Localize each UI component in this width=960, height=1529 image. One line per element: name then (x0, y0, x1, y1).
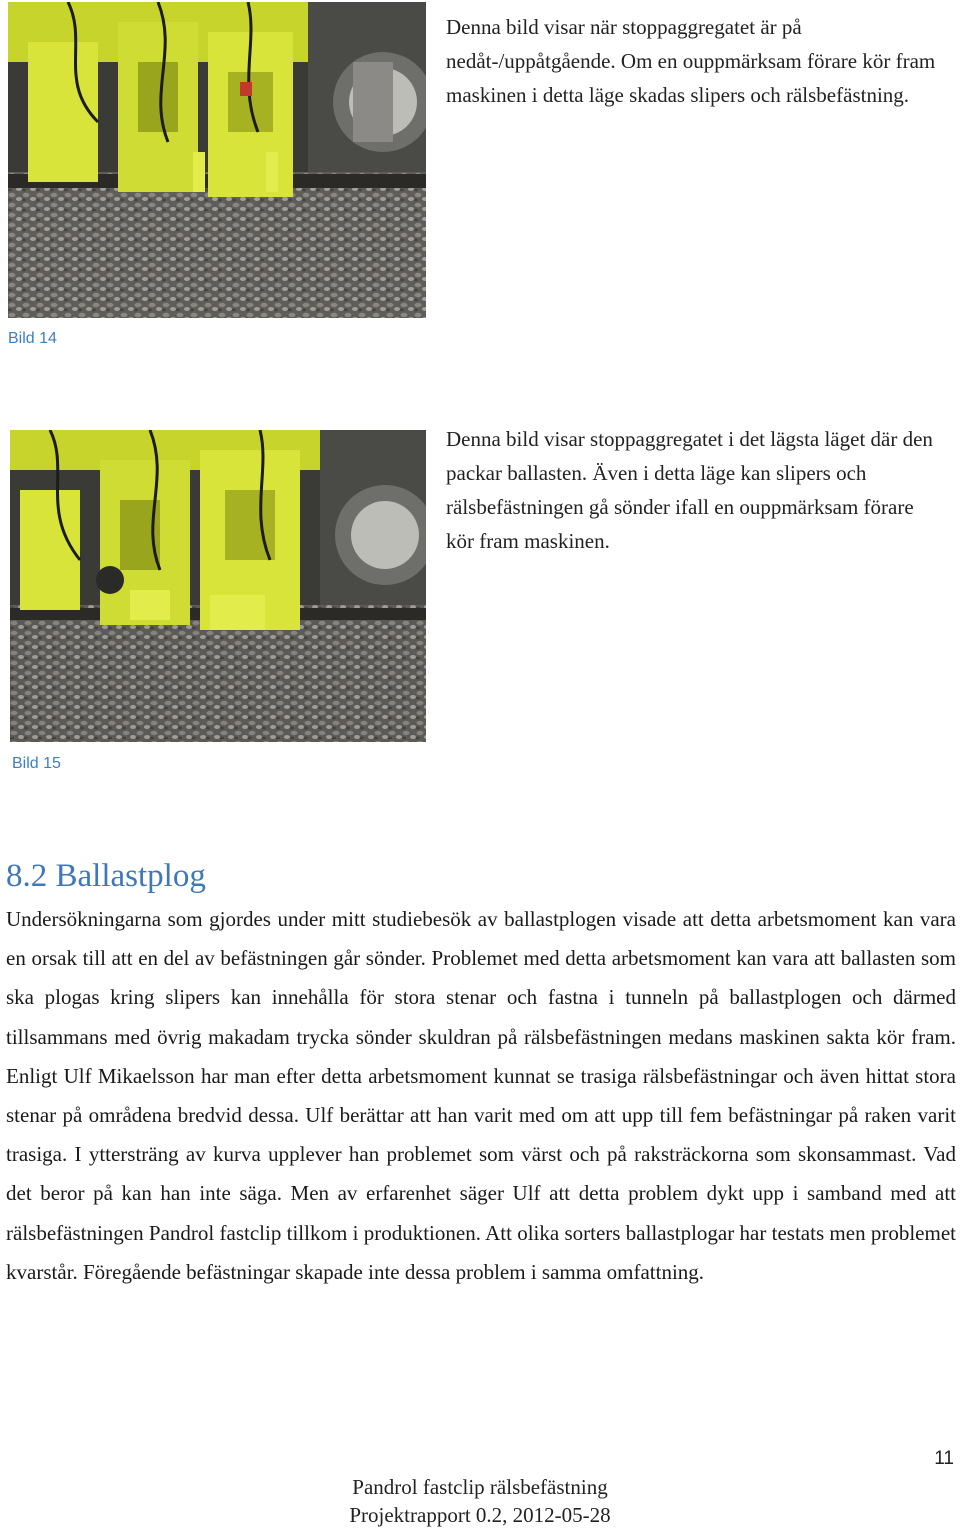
figure-14-text: Denna bild visar när stoppaggregatet är på nedåt-/uppåtgående. Om en ouppmärksam förare kör fram maskinen i detta läge skadas slipers och rälsbefästning. (446, 15, 936, 107)
page-number: 11 (934, 1448, 954, 1469)
tamping-unit-lowest-image (10, 430, 426, 742)
figure-14-description (446, 10, 946, 112)
figure-14-caption: Bild 14 (8, 330, 57, 347)
section-body: Undersökningarna som gjordes under mitt studiebesök av ballastplogen visade att detta arbetsmoment kan vara en orsak till att en del av befästningen går sönder. Problemet med detta arbetsmoment kan vara att ballasten som ska plogas kring slipers kan innehålla för stora stenar och fastna i tunneln på ballastplogen och därmed tillsammans med övrig makadam trycka sönder skuldran på rälsbefästningen medans maskinen sakta kör fram. Enligt Ulf Mikaelsson har man efter detta arbetsmoment kunnat se trasiga rälsbefästningar och även hittat stora stenar på områdena bredvid dessa. Ulf berättar att han varit med om att upp till fem befästningar på raken varit trasiga. I yttersträng av kurva upplever han problemet som värst och på raksträckorna som skonsammast. Vad det beror på kan han inte säga. Men av erfarenhet säger Ulf att detta problem dykt upp i samband med att rälsbefästningen Pandrol fastclip tillkom i produktionen. Att olika sorters ballastplogar har testats men problemet kvarstår. Föregående befästningar skapade inte dessa problem i samma omfattning. (6, 907, 956, 1284)
figure-15-text: Denna bild visar stoppaggregatet i det lägsta läget där den packar ballasten. Även i detta läge kan slipers och rälsbefästningen gå sönder ifall en ouppmärksam förare kör fram maskinen. (446, 427, 933, 553)
page-footer (0, 1473, 960, 1529)
figure-15-caption: Bild 15 (12, 755, 61, 772)
figure-14-photo (8, 2, 426, 318)
footer-version: Projektrapport 0.2, 2012-05-28 (349, 1503, 611, 1527)
figure-15-description (446, 422, 946, 558)
footer-title: Pandrol fastclip rälsbefästning (352, 1475, 608, 1499)
tamping-unit-image (8, 2, 426, 318)
section-heading: 8.2 Ballastplog (6, 858, 206, 894)
figure-15-photo (10, 430, 426, 742)
